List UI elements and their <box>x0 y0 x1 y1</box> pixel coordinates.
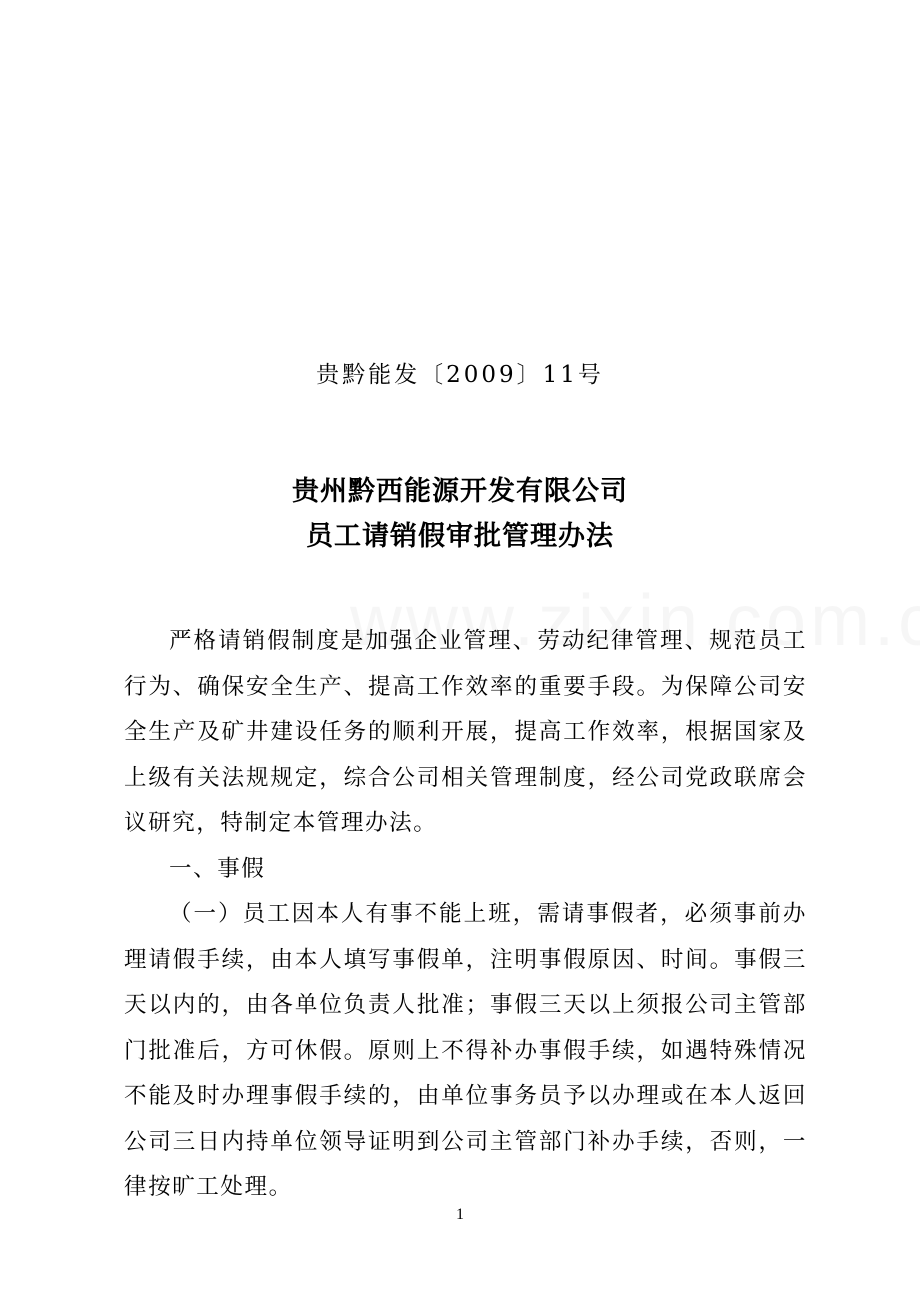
page-number: 1 <box>456 1206 464 1223</box>
section-heading-personal-leave: 一、事假 <box>169 855 266 882</box>
document-body <box>124 619 807 1211</box>
document-title-company: 贵州黔西能源开发有限公司 <box>292 476 628 507</box>
document-number: 贵黔能发〔2009〕11号 <box>316 362 604 388</box>
body-paragraph-intro: 严格请销假制度是加强企业管理、劳动纪律管理、规范员工行为、确保安全生产、提高工作效率的重要手段。为保障公司安全生产及矿井建设任务的顺利开展，提高工作效率，根据国家及上级有关法规规定，综合公司相关管理制度，经公司党政联席会议研究，特制定本管理办法。 <box>124 628 807 836</box>
body-paragraph-clause-1: （一）员工因本人有事不能上班，需请事假者，必须事前办理请假手续，由本人填写事假单，注明事假原因、时间。事假三天以内的，由各单位负责人批准；事假三天以上须报公司主管部门批准后，方可休假。原则上不得补办事假手续，如遇特殊情况不能及时办理事假手续的，由单位事务员予以办理或在本人返回公司三日内持单位领导证明到公司主管部门补办手续，否则，一律按旷工处理。 <box>124 901 807 1200</box>
document-title-subject: 员工请销假审批管理办法 <box>306 521 614 552</box>
